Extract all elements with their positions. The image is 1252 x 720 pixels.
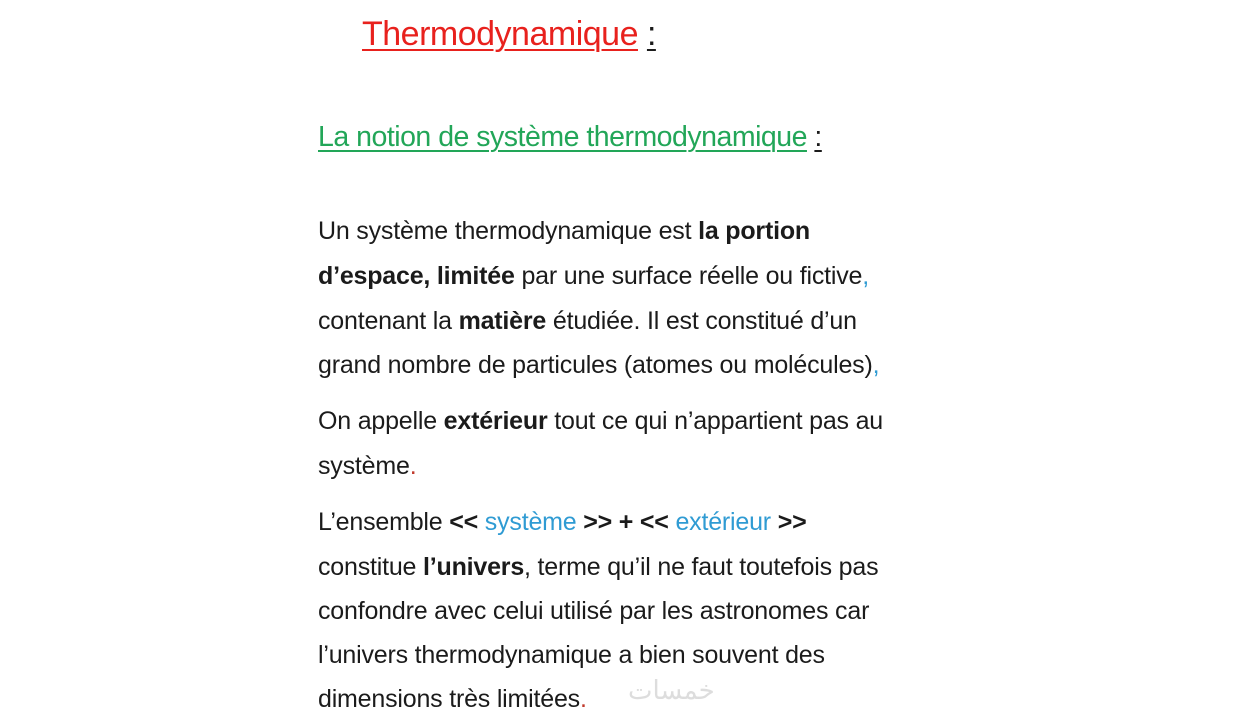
p3-l2-bold: l’univers bbox=[423, 553, 525, 581]
p1-line-4 bbox=[318, 348, 879, 382]
p1-line-2 bbox=[318, 259, 869, 293]
p2-l1-text-a: On appelle bbox=[318, 407, 444, 435]
p3-l1-close-2: >> bbox=[777, 508, 807, 536]
page-title bbox=[362, 12, 656, 56]
p1-l4-text: grand nombre de particules (atomes ou molécules) bbox=[318, 351, 873, 379]
p3-l5-text: dimensions très limitées bbox=[318, 685, 580, 713]
title-colon: : bbox=[646, 15, 656, 53]
p3-l1-exterieur: extérieur bbox=[668, 508, 778, 536]
p2-l2-text: système bbox=[318, 452, 410, 480]
p1-line-1 bbox=[318, 214, 810, 248]
p2-line-2 bbox=[318, 449, 416, 483]
p2-l1-text-b: tout ce qui n’appartient pas au bbox=[547, 407, 884, 435]
p2-l1-bold: extérieur bbox=[443, 407, 548, 435]
p1-l3-bold: matière bbox=[458, 307, 547, 335]
p1-l2-comma: , bbox=[862, 262, 870, 290]
section-heading-colon: : bbox=[814, 121, 822, 153]
title-text: Thermodynamique bbox=[362, 15, 638, 53]
p1-l2-bold: d’espace, limitée bbox=[318, 262, 515, 290]
p3-l1-plus: >> + << bbox=[583, 508, 669, 536]
p2-line-1 bbox=[318, 404, 883, 438]
watermark-logo: خمسات bbox=[628, 676, 715, 706]
p3-line-3 bbox=[318, 594, 869, 628]
p1-l2-text: par une surface réelle ou fictive bbox=[514, 262, 863, 290]
p3-l3-text: confondre avec celui utilisé par les astronomes car bbox=[318, 597, 870, 625]
p3-l1-open-1: << bbox=[449, 508, 479, 536]
p3-line-1 bbox=[318, 505, 807, 539]
p1-l1-text: Un système thermodynamique est bbox=[318, 217, 699, 245]
p3-l2-text-b: , terme qu’il ne faut toutefois pas bbox=[524, 553, 879, 581]
p1-l3-text-a: contenant la bbox=[318, 307, 459, 335]
p3-l1-text: L’ensemble bbox=[318, 508, 450, 536]
p1-l1-bold: la portion bbox=[698, 217, 810, 245]
p3-l1-systeme: système bbox=[478, 508, 584, 536]
p1-line-3 bbox=[318, 304, 857, 338]
p3-l4-text: l’univers thermodynamique a bien souvent des bbox=[318, 641, 825, 669]
p3-line-4 bbox=[318, 638, 825, 672]
section-heading bbox=[318, 116, 822, 158]
section-heading-text: La notion de système thermodynamique bbox=[318, 121, 807, 153]
p3-line-5 bbox=[318, 682, 587, 716]
p1-l3-text-b: étudiée. Il est constitué d’un bbox=[546, 307, 857, 335]
p3-l2-text-a: constitue bbox=[318, 553, 424, 581]
p3-line-2 bbox=[318, 550, 878, 584]
p3-l5-period: . bbox=[579, 685, 587, 713]
p1-l4-comma: , bbox=[872, 351, 880, 379]
p2-l2-period: . bbox=[409, 452, 417, 480]
